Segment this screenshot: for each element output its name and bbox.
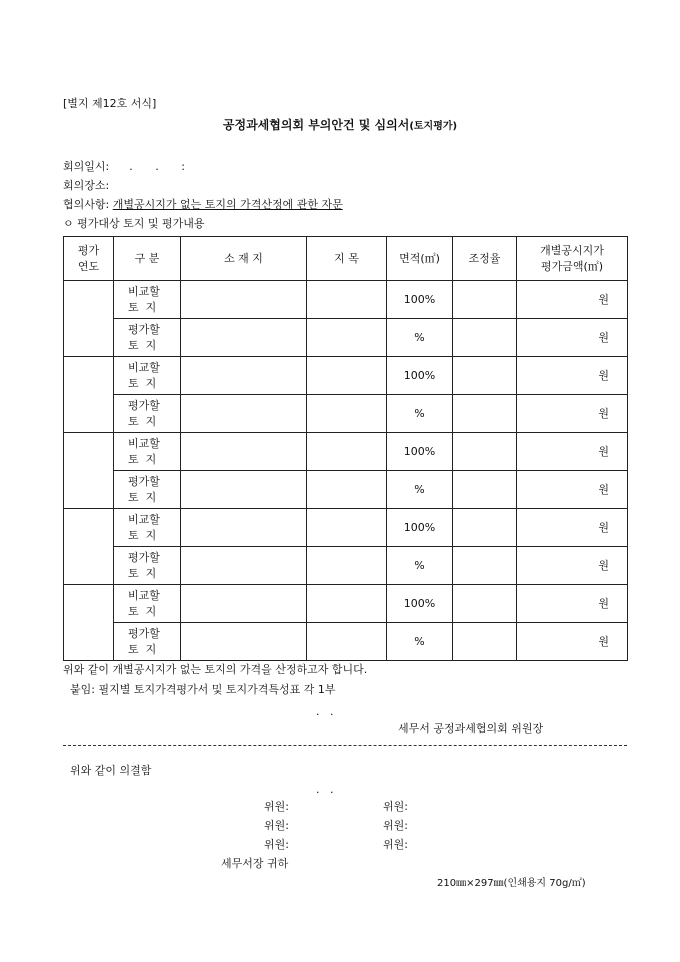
year-cell[interactable] bbox=[64, 281, 114, 357]
year-cell[interactable] bbox=[64, 585, 114, 661]
header-kind: 구 분 bbox=[114, 237, 181, 281]
amount-cell[interactable]: 원 bbox=[517, 433, 628, 471]
subsection-heading: ㅇ 평가대상 토지 및 평가내용 bbox=[63, 217, 205, 230]
adjustment-cell[interactable] bbox=[453, 433, 517, 471]
amount-cell[interactable]: 원 bbox=[517, 547, 628, 585]
table-row bbox=[64, 281, 628, 319]
amount-cell[interactable]: 원 bbox=[517, 319, 628, 357]
kind-cell: 비교할 토 지 bbox=[114, 509, 181, 547]
kind-cell: 평가할 토 지 bbox=[114, 471, 181, 509]
land-category-cell[interactable] bbox=[307, 319, 387, 357]
header-year: 평가 연도 bbox=[64, 237, 114, 281]
amount-cell[interactable]: 원 bbox=[517, 357, 628, 395]
meeting-place-label: 회의장소: bbox=[63, 179, 110, 192]
amount-cell[interactable]: 원 bbox=[517, 395, 628, 433]
kind-cell: 비교할 토 지 bbox=[114, 281, 181, 319]
location-cell[interactable] bbox=[181, 433, 307, 471]
adjustment-cell[interactable] bbox=[453, 585, 517, 623]
land-category-cell[interactable] bbox=[307, 471, 387, 509]
evaluation-table bbox=[63, 236, 628, 661]
adjustment-cell[interactable] bbox=[453, 471, 517, 509]
adjustment-cell[interactable] bbox=[453, 357, 517, 395]
amount-cell[interactable]: 원 bbox=[517, 623, 628, 661]
member-label: 위원: bbox=[383, 800, 408, 813]
amount-cell[interactable]: 원 bbox=[517, 281, 628, 319]
chairperson-signature: 세무서 공정과세협의회 위원장 bbox=[398, 722, 544, 735]
year-cell[interactable] bbox=[64, 509, 114, 585]
area-cell[interactable]: % bbox=[387, 623, 453, 661]
location-cell[interactable] bbox=[181, 471, 307, 509]
paper-spec: 210㎜×297㎜(인쇄용지 70g/㎡) bbox=[437, 878, 586, 889]
location-cell[interactable] bbox=[181, 509, 307, 547]
adjustment-cell[interactable] bbox=[453, 547, 517, 585]
location-cell[interactable] bbox=[181, 547, 307, 585]
statement-text: 위와 같이 개별공시지가 없는 토지의 가격을 산정하고자 합니다. bbox=[63, 663, 368, 676]
header-adjustment: 조정율 bbox=[453, 237, 517, 281]
land-category-cell[interactable] bbox=[307, 585, 387, 623]
table-row bbox=[64, 357, 628, 395]
table-row bbox=[64, 509, 628, 547]
matter-value: 개별공시지가 없는 토지의 가격산정에 관한 자문 bbox=[112, 198, 343, 211]
area-cell[interactable]: % bbox=[387, 471, 453, 509]
land-category-cell[interactable] bbox=[307, 509, 387, 547]
kind-cell: 비교할 토 지 bbox=[114, 433, 181, 471]
land-category-cell[interactable] bbox=[307, 281, 387, 319]
adjustment-cell[interactable] bbox=[453, 509, 517, 547]
area-cell[interactable]: 100% bbox=[387, 509, 453, 547]
location-cell[interactable] bbox=[181, 585, 307, 623]
adjustment-cell[interactable] bbox=[453, 319, 517, 357]
year-cell[interactable] bbox=[64, 433, 114, 509]
meeting-date-line bbox=[63, 160, 188, 174]
addressee-text: 세무서장 귀하 bbox=[221, 857, 289, 870]
cut-line-divider bbox=[63, 745, 627, 746]
title-suffix: (토지평가) bbox=[409, 121, 458, 132]
land-category-cell[interactable] bbox=[307, 547, 387, 585]
land-category-cell[interactable] bbox=[307, 623, 387, 661]
form-number: [별지 제12호 서식] bbox=[63, 97, 157, 110]
table-row bbox=[64, 623, 628, 661]
kind-cell: 평가할 토 지 bbox=[114, 395, 181, 433]
kind-cell: 평가할 토 지 bbox=[114, 623, 181, 661]
area-cell[interactable]: 100% bbox=[387, 357, 453, 395]
area-cell[interactable]: 100% bbox=[387, 281, 453, 319]
kind-cell: 평가할 토 지 bbox=[114, 319, 181, 357]
amount-cell[interactable]: 원 bbox=[517, 585, 628, 623]
location-cell[interactable] bbox=[181, 623, 307, 661]
area-cell[interactable]: % bbox=[387, 547, 453, 585]
table-header-row bbox=[64, 237, 628, 281]
area-cell[interactable]: % bbox=[387, 395, 453, 433]
adjustment-cell[interactable] bbox=[453, 281, 517, 319]
table-row bbox=[64, 547, 628, 585]
header-land-category: 지 목 bbox=[307, 237, 387, 281]
meeting-date-value: . . : bbox=[129, 160, 188, 173]
member-label: 위원: bbox=[264, 838, 289, 851]
table-row bbox=[64, 585, 628, 623]
title-main: 공정과세협의회 부의안건 및 심의서 bbox=[222, 118, 410, 132]
amount-cell[interactable]: 원 bbox=[517, 471, 628, 509]
area-cell[interactable]: 100% bbox=[387, 585, 453, 623]
header-location: 소 재 지 bbox=[181, 237, 307, 281]
meeting-date-label: 회의일시: bbox=[63, 160, 110, 173]
kind-cell: 비교할 토 지 bbox=[114, 357, 181, 395]
area-cell[interactable]: 100% bbox=[387, 433, 453, 471]
kind-cell: 평가할 토 지 bbox=[114, 547, 181, 585]
kind-cell: 비교할 토 지 bbox=[114, 585, 181, 623]
member-label: 위원: bbox=[383, 819, 408, 832]
attachment-text: 붙임: 필지별 토지가격평가서 및 토지가격특성표 각 1부 bbox=[70, 683, 336, 696]
date-placeholder-1: . . bbox=[316, 705, 334, 718]
location-cell[interactable] bbox=[181, 357, 307, 395]
header-amount: 개별공시지가 평가금액(㎡) bbox=[517, 237, 628, 281]
table-row bbox=[64, 433, 628, 471]
meeting-place-line bbox=[63, 179, 109, 193]
table-row bbox=[64, 395, 628, 433]
document-title bbox=[0, 118, 680, 134]
location-cell[interactable] bbox=[181, 395, 307, 433]
year-cell[interactable] bbox=[64, 357, 114, 433]
member-label: 위원: bbox=[264, 819, 289, 832]
location-cell[interactable] bbox=[181, 281, 307, 319]
land-category-cell[interactable] bbox=[307, 433, 387, 471]
member-label: 위원: bbox=[264, 800, 289, 813]
resolution-text: 위와 같이 의결함 bbox=[70, 764, 152, 777]
location-cell[interactable] bbox=[181, 319, 307, 357]
member-label: 위원: bbox=[383, 838, 408, 851]
land-category-cell[interactable] bbox=[307, 395, 387, 433]
land-category-cell[interactable] bbox=[307, 357, 387, 395]
area-cell[interactable]: % bbox=[387, 319, 453, 357]
adjustment-cell[interactable] bbox=[453, 623, 517, 661]
date-placeholder-2: . . bbox=[316, 783, 334, 796]
adjustment-cell[interactable] bbox=[453, 395, 517, 433]
table-row bbox=[64, 471, 628, 509]
amount-cell[interactable]: 원 bbox=[517, 509, 628, 547]
table-row bbox=[64, 319, 628, 357]
matter-label: 협의사항: bbox=[63, 198, 110, 211]
matter-line bbox=[63, 198, 343, 212]
header-area: 면적(㎡) bbox=[387, 237, 453, 281]
